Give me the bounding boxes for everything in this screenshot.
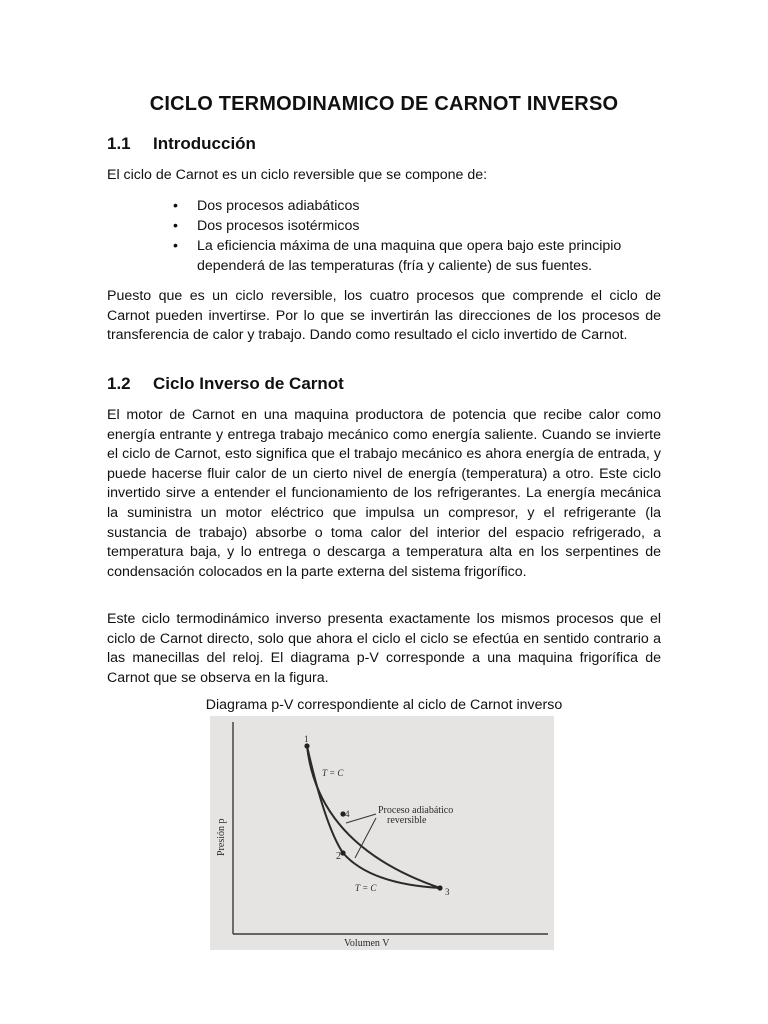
intro-paragraph: El ciclo de Carnot es un ciclo reversible que se compone de: — [107, 167, 488, 183]
point-label-3: 3 — [445, 887, 450, 897]
section-number: 1.2 — [107, 374, 131, 393]
section-title: Ciclo Inverso de Carnot — [153, 374, 344, 393]
isotherm-label-bottom: T = C — [355, 883, 377, 893]
y-axis-label: Presión p — [216, 818, 227, 856]
point-2 — [340, 850, 345, 855]
carnot-motor-paragraph: El motor de Carnot en una maquina productora de potencia que recibe calor como energía entrante y entrega trabajo mecánico como energía saliente. Cuando se invierte el ciclo de Carnot, esto significa que el trabajo mecánico es ahora energía de entrada, y puede hacerse fluir calor de un cierto nivel de energía (temperatura) a otro. Este ciclo invertido sirve a entender el funcionamiento de los refrigerantes. La energía mecánica la suministra un motor eléctrico que impulsa un compresor, y el refrigerante (la sustancia de trabajo) absorbe o toma calor del interior del espacio refrigerado, a temperatura baja, y lo entrega o descarga a temperatura alta en los serpentines de condensación colocados en la parte externa del sistema frigorífico. — [107, 407, 661, 580]
section-number: 1.1 — [107, 134, 131, 153]
list-item: • Dos procesos isotérmicos — [173, 216, 663, 236]
process-list — [173, 196, 663, 276]
inverse-cycle-paragraph: Este ciclo termodinámico inverso presenta exactamente los mismos procesos que el ciclo de Carnot directo, solo que ahora el ciclo el ciclo se efectúa en sentido contrario a las manecillas del reloj. El diagrama p-V corresponde a una maquina frigorífica de Carnot que se observa en la figura. — [107, 611, 661, 686]
reversible-paragraph: Puesto que es un ciclo reversible, los cuatro procesos que comprende el ciclo de Carnot pueden invertirse. Por lo que se invertirán las direcciones de los procesos de transferencia de calor y trabajo. Dando como resultado el ciclo invertido de Carnot. — [107, 288, 661, 344]
document-title: CICLO TERMODINAMICO DE CARNOT INVERSO — [149, 93, 619, 115]
x-axis-label: Volumen V — [344, 938, 390, 949]
section-heading-ciclo-inverso — [107, 374, 344, 394]
section-title: Introducción — [153, 134, 256, 153]
point-label-1: 1 — [304, 734, 309, 744]
pv-diagram-figure — [210, 716, 554, 950]
pv-diagram — [210, 716, 554, 950]
section-heading-introduccion — [107, 134, 256, 154]
figure-caption: Diagrama p-V correspondiente al ciclo de Carnot inverso — [205, 697, 563, 713]
list-item: • La eficiencia máxima de una maquina que opera bajo este principio dependerá de las temperaturas (fría y caliente) de sus fuentes. — [173, 236, 663, 276]
point-1 — [304, 743, 309, 748]
point-3 — [437, 885, 442, 890]
isotherm-label-top: T = C — [322, 768, 344, 778]
adiabatic-label-line1: Proceso adiabático — [378, 805, 454, 816]
adiabatic-pointer-lower — [355, 818, 376, 858]
list-item: • Dos procesos adiabáticos — [173, 196, 663, 216]
point-label-2: 2 — [336, 851, 341, 862]
adiabatic-pointer-upper — [346, 814, 376, 823]
adiabatic-label-line2: reversible — [387, 815, 427, 826]
point-label-4: 4 — [345, 809, 350, 819]
